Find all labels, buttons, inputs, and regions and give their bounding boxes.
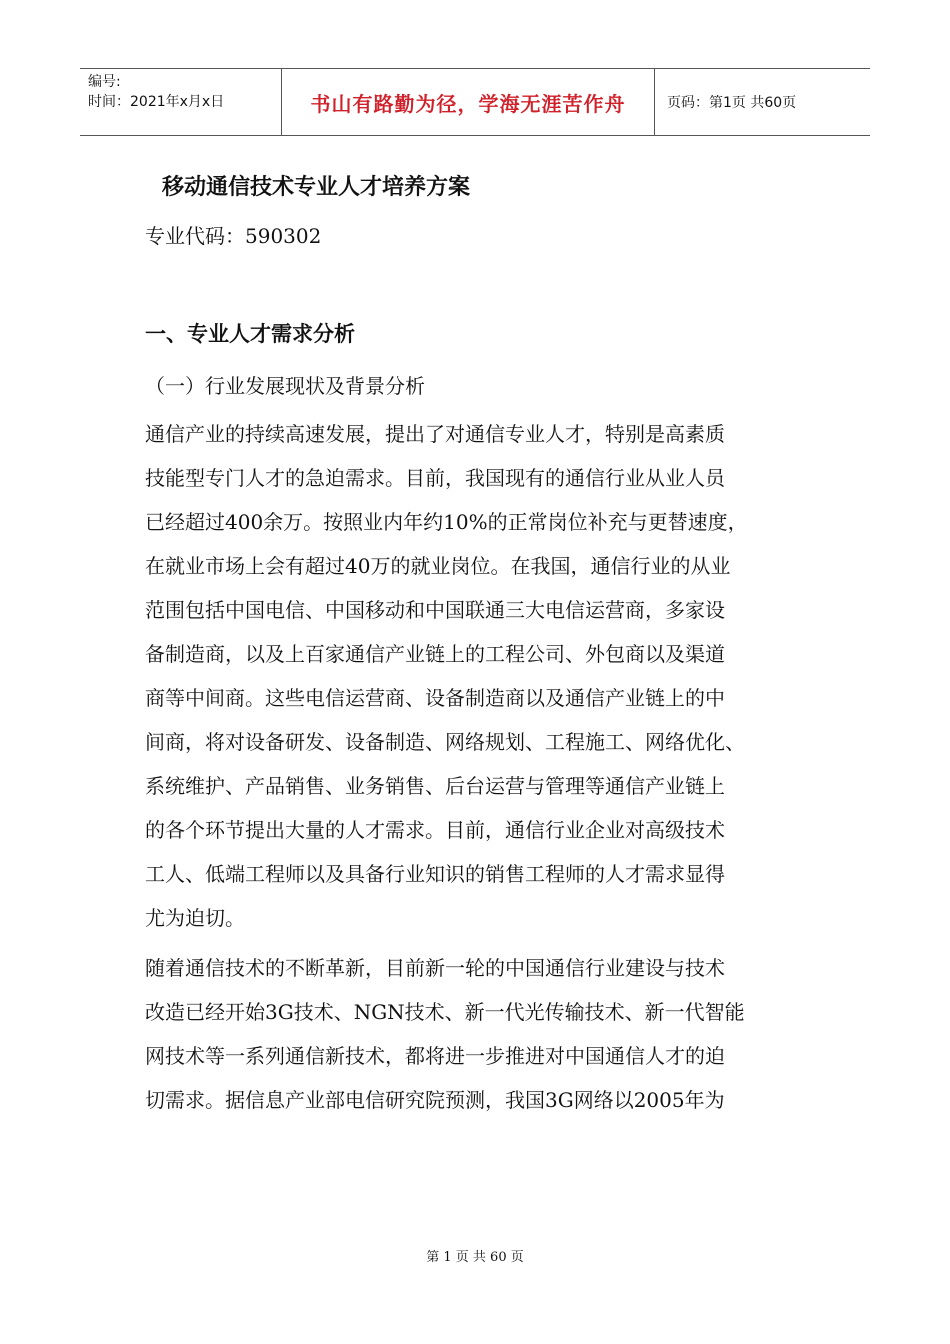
body-text <box>145 412 845 1122</box>
text-line: 改造已经开始3G技术、NGN技术、新一代光传输技术、新一代智能 <box>145 1000 745 1024</box>
text-line: 的各个环节提出大量的人才需求。目前，通信行业企业对高级技术 <box>145 818 725 842</box>
text-line: 备制造商，以及上百家通信产业链上的工程公司、外包商以及渠道 <box>145 642 725 666</box>
section-heading: 一、专业人才需求分析 <box>145 322 355 346</box>
text-line: 随着通信技术的不断革新，目前新一轮的中国通信行业建设与技术 <box>145 956 725 980</box>
text-line: 间商，将对设备研发、设备制造、网络规划、工程施工、网络优化、 <box>145 730 745 754</box>
text-line: 在就业市场上会有超过40万的就业岗位。在我国，通信行业的从业 <box>145 554 731 578</box>
text-line: 已经超过400余万。按照业内年约10%的正常岗位补充与更替速度， <box>145 510 748 534</box>
number-label: 编号: <box>88 74 121 90</box>
text-line: 范围包括中国电信、中国移动和中国联通三大电信运营商，多家设 <box>145 598 725 622</box>
major-code: 专业代码：590302 <box>145 224 322 248</box>
header-page-info: 页码：第1页 共60页 <box>667 95 797 111</box>
subsection-heading: （一）行业发展现状及背景分析 <box>145 374 425 398</box>
header-meta <box>80 69 282 135</box>
page-footer: 第 1 页 共 60 页 <box>426 1250 524 1265</box>
text-line: 商等中间商。这些电信运营商、设备制造商以及通信产业链上的中 <box>145 686 725 710</box>
text-line: 技能型专门人才的急迫需求。目前，我国现有的通信行业从业人员 <box>145 466 725 490</box>
text-line: 系统维护、产品销售、业务销售、后台运营与管理等通信产业链上 <box>145 774 725 798</box>
text-line: 网技术等一系列通信新技术，都将进一步推进对中国通信人才的迫 <box>145 1044 725 1068</box>
page-header <box>80 68 870 136</box>
text-line: 通信产业的持续高速发展，提出了对通信专业人才，特别是高素质 <box>145 422 725 446</box>
text-line: 切需求。据信息产业部电信研究院预测，我国3G网络以2005年为 <box>145 1088 725 1112</box>
header-motto: 书山有路勤为径，学海无涯苦作舟 <box>282 69 655 135</box>
text-line: 尤为迫切。 <box>145 906 245 930</box>
document-title: 移动通信技术专业人才培养方案 <box>162 175 471 200</box>
text-line: 工人、低端工程师以及具备行业知识的销售工程师的人才需求显得 <box>145 862 725 886</box>
time-label: 时间：2021年x月x日 <box>88 94 225 110</box>
